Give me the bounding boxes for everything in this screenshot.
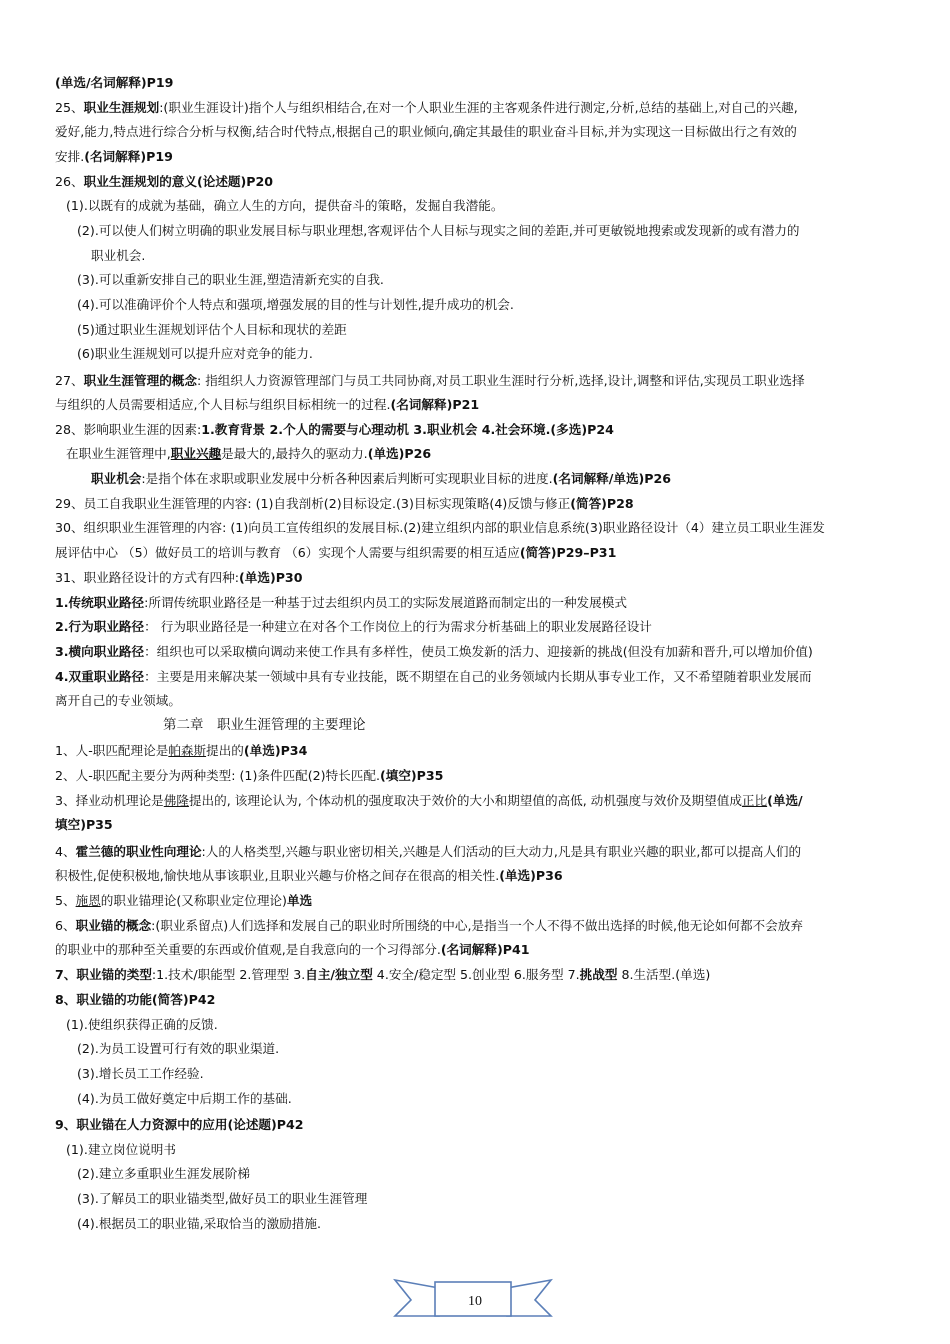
text-line: 积极性,促使积极地,愉快地从事该职业,且职业兴趣与价格之间存在很高的相关性.(单选)P36 [55,868,563,883]
text-line: (4).为员工做好奠定中后期工作的基础. [77,1091,292,1106]
text-line: (1).以既有的成就为基础，确立人生的方向，提供奋斗的策略，发掘自我潜能。 [66,198,504,213]
text-line: 展评估中心 （5）做好员工的培训与教育 （6）实现个人需要与组织需要的相互适应(简答)P29–P31 [55,545,617,560]
text-line: 安排.(名词解释)P19 [55,149,173,164]
text-line: 9、职业锚在人力资源中的应用(论述题)P42 [55,1117,304,1132]
text-line: 职业机会:是指个体在求职或职业发展中分析各种因素后判断可实现职业目标的进度.(名词解释/单选)P26 [91,471,672,486]
text-line: 31、职业路径设计的方式有四种:(单选)P30 [55,570,303,585]
text-line: 29、员工自我职业生涯管理的内容: (1)自我剖析(2)目标设定.(3)目标实现策略(4)反馈与修正(简答)P28 [55,496,634,511]
text-line: (1).使组织获得正确的反馈. [66,1017,218,1032]
text-line: 3、择业动机理论是佛隆提出的, 该理论认为, 个体动机的强度取决于效价的大小和期望值的高低, 动机强度与效价及期望值成正比(单选/ [55,793,803,808]
text-line: (4).可以准确评价个人特点和强项,增强发展的目的性与计划性,提升成功的机会. [77,297,514,312]
text-line: 5、施恩的职业锚理论(又称职业定位理论)单选 [55,893,313,908]
text-line: 爱好,能力,特点进行综合分析与权衡,结合时代特点,根据自己的职业倾向,确定其最佳的职业奋斗目标,并为实现这一目标做出行之有效的 [55,124,797,139]
text-line: 2.行为职业路径： 行为职业路径是一种建立在对各个工作岗位上的行为需求分析基础上的职业发展路径设计 [55,619,652,634]
text-line: 2、人-职匹配主要分为两种类型: (1)条件匹配(2)特长匹配.(填空)P35 [55,768,444,783]
text-line: 26、职业生涯规划的意义(论述题)P20 [55,174,274,189]
text-line: 27、职业生涯管理的概念: 指组织人力资源管理部门与员工共同协商,对员工职业生涯时行分析,选择,设计,调整和评估,实现员工职业选择 [55,373,805,388]
text-line: 职业机会. [91,248,146,263]
page-number: 10 [468,1294,482,1309]
text-line: 6、职业锚的概念:(职业系留点)人们选择和发展自己的职业时所围绕的中心,是指当一个人不得不做出选择的时候,他无论如何都不会放弃 [55,918,803,933]
text-line: 填空)P35 [55,817,113,832]
text-line: 28、影响职业生涯的因素:1.教育背景 2.个人的需要与心理动机 3.职业机会 4.社会环境.(多选)P24 [55,422,614,437]
text-line: (3).了解员工的职业锚类型,做好员工的职业生涯管理 [77,1191,368,1206]
text-line: 8、职业锚的功能(简答)P42 [55,992,216,1007]
text-line: 7、职业锚的类型:1.技术/职能型 2.管理型 3.自主/独立型 4.安全/稳定型 5.创业型 6.服务型 7.挑战型 8.生活型.(单选) [55,967,711,982]
text-line: (1).建立岗位说明书 [66,1142,176,1157]
text-line: (6)职业生涯规划可以提升应对竞争的能力. [77,346,313,361]
text-line: 1.传统职业路径:所谓传统职业路径是一种基于过去组织内员工的实际发展道路而制定出的一种发展模式 [55,595,627,610]
text-line: 与组织的人员需要相适应,个人目标与组织目标相统一的过程.(名词解释)P21 [55,397,480,412]
chapter-title: 第二章 职业生涯管理的主要理论 [163,717,366,733]
text-line: 4、霍兰德的职业性向理论:人的人格类型,兴趣与职业密切相关,兴趣是人们活动的巨大动力,凡是具有职业兴趣的职业,都可以提高人们的 [55,844,802,859]
text-line: (5)通过职业生涯规划评估个人目标和现状的差距 [77,322,347,337]
text-line: 的职业中的那种至关重要的东西或价值观,是自我意向的一个习得部分.(名词解释)P41 [55,942,530,957]
text-line: (3).增长员工工作经验. [77,1066,204,1081]
text-line: 30、组织职业生涯管理的内容: (1)向员工宣传组织的发展目标.(2)建立组织内部的职业信息系统(3)职业路径设计（4）建立员工职业生涯发 [55,520,825,535]
text-line: 在职业生涯管理中,职业兴趣是最大的,最持久的驱动力.(单选)P26 [66,446,432,461]
text-line: 离开自己的专业领域。 [55,693,181,708]
text-line: (2).为员工设置可行有效的职业渠道. [77,1041,280,1056]
text-line: (2).可以使人们树立明确的职业发展目标与职业理想,客观评估个人目标与现实之间的差距,并可更敏锐地搜索或发现新的或有潜力的 [77,223,800,238]
text-line: 1、人-职匹配理论是帕森斯提出的(单选)P34 [55,743,308,758]
text-line: (3).可以重新安排自己的职业生涯,塑造清新充实的自我. [77,272,384,287]
text-line: (4).根据员工的职业锚,采取恰当的激励措施. [77,1216,321,1231]
text-line: (单选/名词解释)P19 [55,75,174,90]
text-line: (2).建立多重职业生涯发展阶梯 [77,1166,250,1181]
text-line: 4.双重职业路径：主要是用来解决某一领域中具有专业技能，既不期望在自己的业务领域内长期从事专业工作，又不希望随着职业发展而 [55,669,812,684]
text-line: 3.横向职业路径：组织也可以采取横向调动来使工作具有多样性，使员工焕发新的活力、迎接新的挑战(但没有加薪和晋升,可以增加价值) [55,644,813,659]
text-line: 25、职业生涯规划:(职业生涯设计)指个人与组织相结合,在对一个人职业生涯的主客观条件进行测定,分析,总结的基础上,对自己的兴趣, [55,100,798,115]
